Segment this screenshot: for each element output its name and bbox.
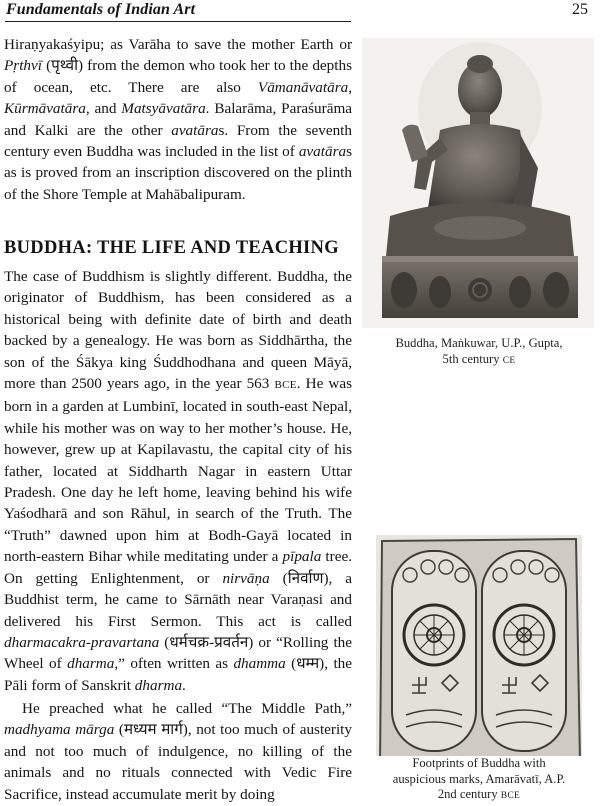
buddha-statue-illustration	[362, 38, 594, 328]
buddha-footprints-caption: Footprints of Buddha with auspicious marks, Amarāvatī, A.P. 2nd century BCE	[372, 756, 586, 805]
paragraph-avatars: Hiraṇyakaśyipu; as Varāha to save the mother Earth or Pṛthvī (पृथ्वी) from the demon who took her to the depths of ocean, etc. There are also Vāmanāvatāra, Kūrmāvatāra, and Matsyāvatāra. Balarāma, Paraśurāma and Kalki are the other avatāras. From the seventh century even Buddha was included in the list of avatāras as is proved from an inscription discovered on the plinth of the Shore Temple at Mahābalipuram.	[4, 36, 352, 203]
book-title: Fundamentals of Indian Art	[6, 1, 196, 18]
buddha-footprints-image	[376, 535, 582, 771]
section-heading: BUDDHA: THE LIFE AND TEACHING	[4, 238, 339, 258]
buddha-statue-caption: Buddha, Maṅkuwar, U.P., Gupta, 5th century CE	[395, 336, 563, 366]
buddha-footprints-illustration	[376, 535, 582, 771]
header-rule	[5, 21, 351, 22]
paragraph-middle-path: He preached what he called “The Middle Path,” madhyama mārga (मध्यम मार्ग), not too much of austerity and not too much of indulgence, no killing of the animals and no rituals connected with Vedic Fire Sacrifice, instead accumulate merit by doing	[4, 700, 352, 803]
buddha-statue-image	[362, 38, 594, 328]
page-number: 25	[572, 1, 588, 18]
paragraph-buddha-life: The case of Buddhism is slightly different. Buddha, the originator of Buddhism, has been considered as a historical being with definite date of birth and death backed by a genealogy. He was born as Siddhārtha, the son of the Śākya king Śuddhodhana and queen Māyā, more than 2500 years ago, in the year 563 BCE. He was born in a garden at Lumbinī, located in south-east Nepal, while his mother was on way to her mother’s house. He, however, grew up at Kapilavastu, the capital city of his father, located at Siddharth Nagar in eastern Uttar Pradesh. One day he left home, leaving behind his wife Yaśodharā and son Rāhul, in search of the Truth. The “Truth” dawned upon him at Bodh-Gayā located in north-eastern Bihar while meditating under a pīpala tree. On getting Enlightenment, or nirvāṇa (निर्वाण), a Buddhist term, he came to Sārnāth near Varaṇasi and delivered his First Sermon. This act is called dharmacakra-pravartana (धर्मचक्र-प्रवर्तन) or “Rolling the Wheel of dharma,” often written as dhamma (धम्म), the Pāli form of Sanskrit dharma.	[4, 268, 353, 694]
page-header	[0, 0, 600, 22]
